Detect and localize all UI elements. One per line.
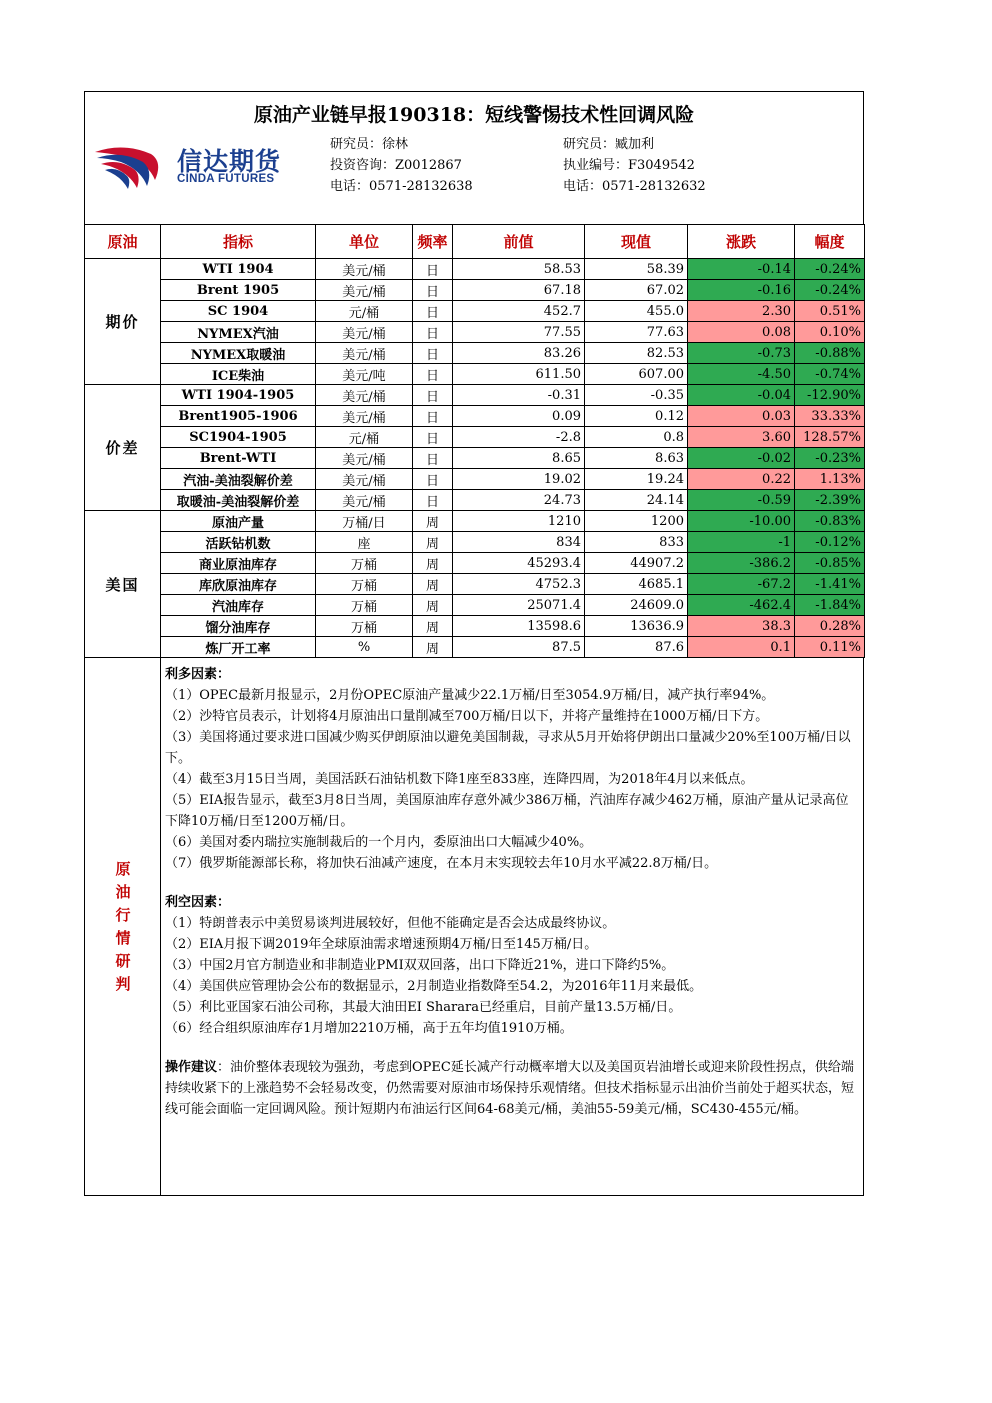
unit-cell: 美元/桶 <box>316 259 413 280</box>
current-value: 19.24 <box>585 469 688 490</box>
change-percent: -1.84% <box>795 595 865 616</box>
table-row <box>85 574 865 595</box>
bull-factor: （4）截至3月15日当周，美国活跃石油钻机数下降1座至833座，连降四周，为2018年4月以来低点。 <box>165 772 754 787</box>
col-header: 指标 <box>161 225 316 259</box>
indicator-name: Brent-WTI <box>161 448 316 469</box>
indicator-name: 汽油-美油裂解价差 <box>161 469 316 490</box>
frequency-cell: 日 <box>413 364 453 385</box>
table-row <box>85 259 865 280</box>
table-row <box>85 490 865 511</box>
change-value: -67.2 <box>688 574 795 595</box>
indicator-table <box>84 224 865 658</box>
table-row <box>85 280 865 301</box>
unit-cell: 万桶 <box>316 595 413 616</box>
bull-factor: （6）美国对委内瑞拉实施制裁后的一个月内，委原油出口大幅减少40%。 <box>165 835 593 850</box>
cinda-logo <box>93 140 283 190</box>
bull-factor: （5）EIA报告显示，截至3月8日当周，美国原油库存意外减少386万桶，汽油库存减少462万桶，原油产量从记录高位下降10万桶/日至1200万桶/日。 <box>165 793 849 829</box>
previous-value: 1210 <box>453 511 585 532</box>
change-value: 0.08 <box>688 322 795 343</box>
indicator-name: NYMEX取暖油 <box>161 343 316 364</box>
change-percent: -12.90% <box>795 385 865 406</box>
previous-value: 87.5 <box>453 637 585 658</box>
unit-cell: 美元/桶 <box>316 343 413 364</box>
indicator-name: 商业原油库存 <box>161 553 316 574</box>
table-row <box>85 595 865 616</box>
previous-value: 19.02 <box>453 469 585 490</box>
change-percent: -2.39% <box>795 490 865 511</box>
frequency-cell: 日 <box>413 427 453 448</box>
logo-text-en: CINDA FUTURES <box>177 173 275 185</box>
indicator-name: 活跃钻机数 <box>161 532 316 553</box>
table-row <box>85 637 865 658</box>
frequency-cell: 日 <box>413 385 453 406</box>
bear-factor: （6）经合组织原油库存1月增加2210万桶，高于五年均值1910万桶。 <box>165 1021 573 1036</box>
current-value: 833 <box>585 532 688 553</box>
change-value: 0.22 <box>688 469 795 490</box>
indicator-name: SC1904-1905 <box>161 427 316 448</box>
current-value: 24.14 <box>585 490 688 511</box>
category-cell: 美国 <box>85 511 161 658</box>
indicator-name: Brent1905-1906 <box>161 406 316 427</box>
current-value: 82.53 <box>585 343 688 364</box>
unit-cell: % <box>316 637 413 658</box>
change-value: -0.02 <box>688 448 795 469</box>
change-value: -4.50 <box>688 364 795 385</box>
unit-cell: 万桶 <box>316 616 413 637</box>
analysis-label-cell <box>85 658 161 1195</box>
current-value: 24609.0 <box>585 595 688 616</box>
change-value: 2.30 <box>688 301 795 322</box>
previous-value: 77.55 <box>453 322 585 343</box>
current-value: 44907.2 <box>585 553 688 574</box>
unit-cell: 美元/桶 <box>316 322 413 343</box>
change-value: -0.73 <box>688 343 795 364</box>
previous-value: 67.18 <box>453 280 585 301</box>
table-row <box>85 448 865 469</box>
change-value: -0.16 <box>688 280 795 301</box>
current-value: 455.0 <box>585 301 688 322</box>
frequency-cell: 周 <box>413 511 453 532</box>
unit-cell: 座 <box>316 532 413 553</box>
change-percent: 0.51% <box>795 301 865 322</box>
logo-text-cn: 信达期货 <box>177 147 282 176</box>
frequency-cell: 日 <box>413 406 453 427</box>
cinda-logo-icon <box>93 140 173 190</box>
unit-cell: 万桶/日 <box>316 511 413 532</box>
previous-value: 452.7 <box>453 301 585 322</box>
unit-cell: 美元/桶 <box>316 490 413 511</box>
change-value: -386.2 <box>688 553 795 574</box>
category-cell: 期价 <box>85 259 161 385</box>
table-row <box>85 511 865 532</box>
previous-value: 13598.6 <box>453 616 585 637</box>
analyst-license: 执业编号：F3049542 <box>563 158 695 173</box>
change-value: -0.59 <box>688 490 795 511</box>
frequency-cell: 日 <box>413 448 453 469</box>
analyst-info-left <box>330 134 473 197</box>
table-row <box>85 301 865 322</box>
previous-value: 8.65 <box>453 448 585 469</box>
analyst-name: 研究员：臧加利 <box>563 137 655 152</box>
current-value: 4685.1 <box>585 574 688 595</box>
unit-cell: 万桶 <box>316 553 413 574</box>
table-row <box>85 427 865 448</box>
unit-cell: 元/桶 <box>316 301 413 322</box>
category-cell: 价差 <box>85 385 161 511</box>
frequency-cell: 周 <box>413 532 453 553</box>
analysis-content <box>165 664 859 1120</box>
indicator-name: 原油产量 <box>161 511 316 532</box>
indicator-name: WTI 1904 <box>161 259 316 280</box>
analyst-info-right <box>563 134 706 197</box>
unit-cell: 元/桶 <box>316 427 413 448</box>
change-value: -0.14 <box>688 259 795 280</box>
col-header: 前值 <box>453 225 585 259</box>
change-percent: -0.23% <box>795 448 865 469</box>
report-title: 原油产业链早报190318：短线警惕技术性回调风险 <box>253 104 695 126</box>
col-header: 原油 <box>85 225 161 259</box>
change-value: -10.00 <box>688 511 795 532</box>
table-row <box>85 469 865 490</box>
change-percent: 0.28% <box>795 616 865 637</box>
table-row <box>85 364 865 385</box>
analysis-label: 原油行情研判 <box>115 860 131 993</box>
indicator-name: ICE柴油 <box>161 364 316 385</box>
report-header <box>84 91 864 224</box>
current-value: 77.63 <box>585 322 688 343</box>
table-header-row <box>85 225 865 259</box>
col-header: 频率 <box>413 225 453 259</box>
previous-value: 611.50 <box>453 364 585 385</box>
change-percent: 128.57% <box>795 427 865 448</box>
analyst-name: 研究员：徐林 <box>330 137 409 152</box>
change-value: -0.04 <box>688 385 795 406</box>
table-row <box>85 406 865 427</box>
table-row <box>85 616 865 637</box>
table-row <box>85 322 865 343</box>
advice-title: 操作建议 <box>165 1060 218 1075</box>
previous-value: 4752.3 <box>453 574 585 595</box>
analyst-phone: 电话：0571-28132638 <box>330 179 473 194</box>
report-sheet <box>84 91 864 1196</box>
frequency-cell: 周 <box>413 637 453 658</box>
change-value: -462.4 <box>688 595 795 616</box>
frequency-cell: 周 <box>413 574 453 595</box>
advice-text: ：油价整体表现较为强劲，考虑到OPEC延长减产行动概率增大以及美国页岩油增长或迎来阶段性拐点，供给端持续收紧下的上涨趋势不会轻易改变，仍然需要对原油市场保持乐观情绪。但技术指标显示出油价当前处于超买状态，短线可能会面临一定回调风险。预计短期内布油运行区间64-68美元/桶，美油55-59美元/桶，SC430-455元/桶。 <box>165 1060 855 1117</box>
previous-value: 25071.4 <box>453 595 585 616</box>
current-value: 0.8 <box>585 427 688 448</box>
analyst-phone: 电话：0571-28132632 <box>563 179 706 194</box>
unit-cell: 美元/吨 <box>316 364 413 385</box>
current-value: 0.12 <box>585 406 688 427</box>
previous-value: 0.09 <box>453 406 585 427</box>
unit-cell: 美元/桶 <box>316 280 413 301</box>
table-row <box>85 343 865 364</box>
frequency-cell: 日 <box>413 343 453 364</box>
change-percent: -0.83% <box>795 511 865 532</box>
table-row <box>85 385 865 406</box>
unit-cell: 美元/桶 <box>316 469 413 490</box>
previous-value: -2.8 <box>453 427 585 448</box>
current-value: 607.00 <box>585 364 688 385</box>
current-value: 87.6 <box>585 637 688 658</box>
table-row <box>85 553 865 574</box>
col-header: 涨跌 <box>688 225 795 259</box>
frequency-cell: 日 <box>413 280 453 301</box>
bear-factor: （1）特朗普表示中美贸易谈判进展较好，但他不能确定是否会达成最终协议。 <box>165 916 616 931</box>
current-value: 58.39 <box>585 259 688 280</box>
change-percent: 33.33% <box>795 406 865 427</box>
unit-cell: 美元/桶 <box>316 448 413 469</box>
change-percent: -0.85% <box>795 553 865 574</box>
operation-advice <box>165 1057 859 1120</box>
unit-cell: 万桶 <box>316 574 413 595</box>
frequency-cell: 日 <box>413 490 453 511</box>
table-row <box>85 532 865 553</box>
frequency-cell: 周 <box>413 553 453 574</box>
bull-factor: （1）OPEC最新月报显示，2月份OPEC原油产量减少22.1万桶/日至3054.9万桶/日，减产执行率94%。 <box>165 688 775 703</box>
change-value: 38.3 <box>688 616 795 637</box>
indicator-name: WTI 1904-1905 <box>161 385 316 406</box>
previous-value: 834 <box>453 532 585 553</box>
previous-value: 58.53 <box>453 259 585 280</box>
frequency-cell: 日 <box>413 322 453 343</box>
market-analysis <box>84 658 864 1196</box>
col-header: 幅度 <box>795 225 865 259</box>
bull-factor: （7）俄罗斯能源部长称，将加快石油减产速度，在本月末实现较去年10月水平减22.8万桶/日。 <box>165 856 718 871</box>
previous-value: -0.31 <box>453 385 585 406</box>
frequency-cell: 日 <box>413 259 453 280</box>
indicator-name: 库欣原油库存 <box>161 574 316 595</box>
current-value: 8.63 <box>585 448 688 469</box>
col-header: 单位 <box>316 225 413 259</box>
previous-value: 24.73 <box>453 490 585 511</box>
change-percent: 0.11% <box>795 637 865 658</box>
change-percent: -0.74% <box>795 364 865 385</box>
bear-factor: （5）利比亚国家石油公司称，其最大油田EI Sharara已经重启，目前产量13.5万桶/日。 <box>165 1000 682 1015</box>
current-value: 13636.9 <box>585 616 688 637</box>
change-percent: 1.13% <box>795 469 865 490</box>
indicator-name: 炼厂开工率 <box>161 637 316 658</box>
change-percent: -0.24% <box>795 280 865 301</box>
bear-factors-title: 利空因素： <box>165 895 231 910</box>
unit-cell: 美元/桶 <box>316 385 413 406</box>
bear-factor: （2）EIA月报下调2019年全球原油需求增速预期4万桶/日至145万桶/日。 <box>165 937 598 952</box>
change-percent: -0.12% <box>795 532 865 553</box>
col-header: 现值 <box>585 225 688 259</box>
bull-factor: （3）美国将通过要求进口国减少购买伊朗原油以避免美国制裁，寻求从5月开始将伊朗出口量减少20%至100万桶/日以下。 <box>165 730 851 766</box>
change-value: 0.03 <box>688 406 795 427</box>
frequency-cell: 日 <box>413 469 453 490</box>
change-value: -1 <box>688 532 795 553</box>
bear-factor: （4）美国供应管理协会公布的数据显示，2月制造业指数降至54.2，为2016年11月来最低。 <box>165 979 703 994</box>
analyst-license: 投资咨询：Z0012867 <box>330 158 462 173</box>
change-percent: -0.24% <box>795 259 865 280</box>
unit-cell: 美元/桶 <box>316 406 413 427</box>
change-percent: -1.41% <box>795 574 865 595</box>
change-value: 3.60 <box>688 427 795 448</box>
previous-value: 45293.4 <box>453 553 585 574</box>
current-value: 1200 <box>585 511 688 532</box>
frequency-cell: 周 <box>413 616 453 637</box>
indicator-name: Brent 1905 <box>161 280 316 301</box>
indicator-name: 馏分油库存 <box>161 616 316 637</box>
change-value: 0.1 <box>688 637 795 658</box>
frequency-cell: 周 <box>413 595 453 616</box>
indicator-name: NYMEX汽油 <box>161 322 316 343</box>
previous-value: 83.26 <box>453 343 585 364</box>
current-value: 67.02 <box>585 280 688 301</box>
frequency-cell: 日 <box>413 301 453 322</box>
indicator-name: 取暖油-美油裂解价差 <box>161 490 316 511</box>
current-value: -0.35 <box>585 385 688 406</box>
indicator-name: 汽油库存 <box>161 595 316 616</box>
bull-factors-title: 利多因素： <box>165 667 231 682</box>
change-percent: -0.88% <box>795 343 865 364</box>
bear-factor: （3）中国2月官方制造业和非制造业PMI双双回落，出口下降近21%，进口下降约5%。 <box>165 958 675 973</box>
change-percent: 0.10% <box>795 322 865 343</box>
indicator-name: SC 1904 <box>161 301 316 322</box>
bull-factor: （2）沙特官员表示，计划将4月原油出口量削减至700万桶/日以下，并将产量维持在1000万桶/日下方。 <box>165 709 769 724</box>
